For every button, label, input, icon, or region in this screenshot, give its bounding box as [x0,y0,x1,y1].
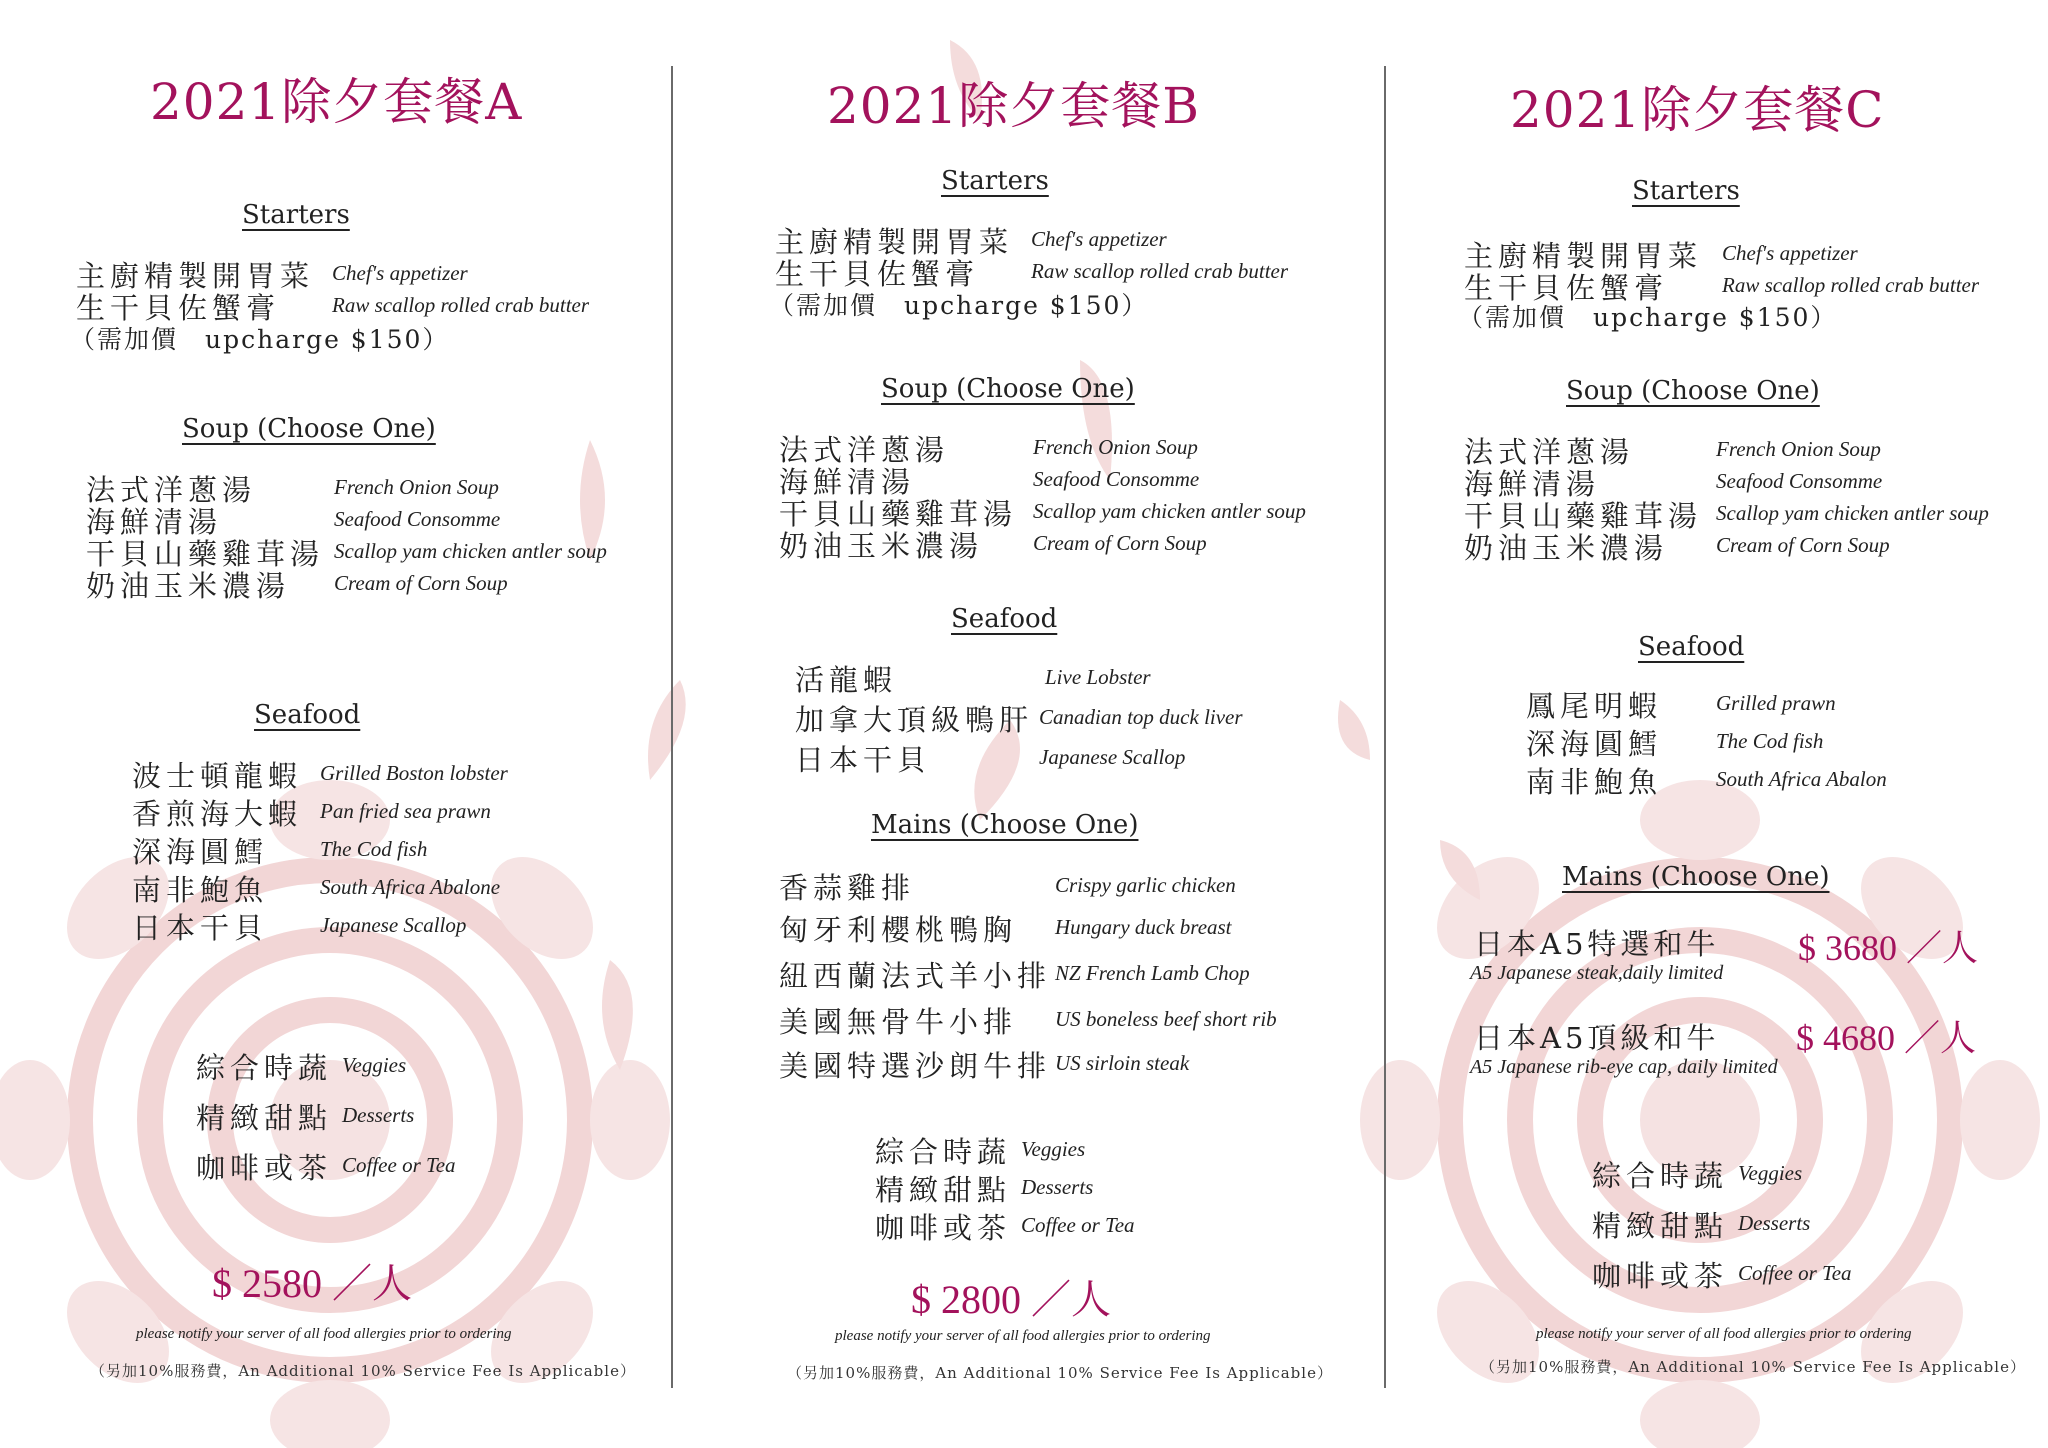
mains-heading: Mains (Choose One) [1562,862,1830,892]
item-zh: 精緻甜點 [1592,1209,1729,1243]
item-zh: 南非鮑魚 [132,873,269,907]
item-zh: 南非鮑魚 [1526,765,1663,799]
item-en: Live Lobster [1045,665,1151,689]
seafood-heading: Seafood [254,700,361,730]
menu-title: 2021除夕套餐B [827,77,1200,135]
item-en: Scallop yam chicken antler soup [1716,501,1989,525]
mains-heading: Mains (Choose One) [871,810,1139,840]
item-en: French Onion Soup [334,475,499,499]
item-zh: 加拿大頂級鴨肝 [795,703,1034,737]
item-en: Japanese Scallop [1039,745,1186,769]
item-zh: 美國無骨牛小排 [779,1005,1018,1039]
item-zh: 生干貝佐蟹膏 [1464,271,1669,305]
item-zh: 海鮮清湯 [1464,467,1601,501]
item-en: South Africa Abalone [320,875,501,899]
menu-title: 2021除夕套餐A [150,73,523,131]
item-zh: 香蒜雞排 [779,871,916,905]
item-zh: 生干貝佐蟹膏 [775,257,980,291]
item-zh: 干貝山藥雞茸湯 [1464,499,1703,533]
soup-heading: Soup (Choose One) [182,414,436,444]
item-zh: 美國特選沙朗牛排 [779,1049,1052,1083]
starters-heading: Starters [242,200,350,230]
service-fee-note: （另加10%服務費，An Additional 10% Service Fee Is Applicable） [1480,1358,2026,1376]
item-zh: 干貝山藥雞茸湯 [86,537,325,571]
service-fee-note: （另加10%服務費，An Additional 10% Service Fee Is Applicable） [90,1362,636,1380]
item-en: Grilled Boston lobster [320,761,508,785]
item-en: South Africa Abalon [1716,767,1887,791]
item-en: Seafood Consomme [1033,467,1200,491]
wagyu-item-en: A5 Japanese rib-eye cap, daily limited [1470,1056,1778,1078]
item-zh: 生干貝佐蟹膏 [76,291,281,325]
item-en: Chef's appetizer [1031,227,1167,251]
allergy-note: please notify your server of all food allergies prior to ordering [1536,1326,1912,1342]
item-en: Chef's appetizer [332,261,468,285]
item-en: Japanese Scallop [320,913,467,937]
item-en: French Onion Soup [1033,435,1198,459]
menu-price: $ 2800 ／人 [911,1277,1111,1322]
menu-price: $ 2580 ／人 [212,1261,412,1306]
item-zh: 活龍蝦 [795,663,898,697]
item-zh: 波士頓龍蝦 [132,759,303,793]
item-zh: 奶油玉米濃湯 [86,569,291,603]
item-en: Desserts [1021,1175,1094,1199]
item-en: Chef's appetizer [1722,241,1858,265]
item-en: Seafood Consomme [1716,469,1883,493]
item-en: Crispy garlic chicken [1055,873,1236,897]
item-zh: 法式洋蔥湯 [1464,435,1635,469]
wagyu-item-en: A5 Japanese steak,daily limited [1470,962,1724,984]
item-en: Cream of Corn Soup [1033,531,1207,555]
item-en: Veggies [1021,1137,1086,1161]
upcharge-note: （需加價 upcharge $150） [769,291,1149,320]
item-zh: 咖啡或茶 [196,1151,333,1185]
menu-column-a [0,0,670,1448]
item-zh: 綜合時蔬 [196,1051,333,1085]
wagyu-item-price: $ 4680 ／人 [1796,1018,1977,1058]
item-zh: 海鮮清湯 [779,465,916,499]
menu-column-b [673,0,1383,1448]
starters-heading: Starters [941,166,1049,196]
upcharge-note: （需加價 upcharge $150） [70,325,450,354]
item-zh: 深海圓鱈 [1526,727,1663,761]
item-zh: 海鮮清湯 [86,505,223,539]
item-zh: 綜合時蔬 [875,1135,1012,1169]
item-en: US boneless beef short rib [1055,1007,1277,1031]
item-en: Scallop yam chicken antler soup [334,539,607,563]
item-zh: 咖啡或茶 [875,1211,1012,1245]
seafood-heading: Seafood [951,604,1058,634]
item-en: Scallop yam chicken antler soup [1033,499,1306,523]
item-en: Grilled prawn [1716,691,1836,715]
soup-heading: Soup (Choose One) [1566,376,1820,406]
item-zh: 精緻甜點 [875,1173,1012,1207]
item-zh: 干貝山藥雞茸湯 [779,497,1018,531]
item-en: Seafood Consomme [334,507,501,531]
item-zh: 法式洋蔥湯 [779,433,950,467]
wagyu-item-zh: 日本A5頂級和牛 [1474,1021,1720,1055]
menu-column-c [1386,0,2048,1448]
item-zh: 匈牙利櫻桃鴨胸 [779,913,1018,947]
item-zh: 主廚精製開胃菜 [1464,239,1703,273]
item-zh: 主廚精製開胃菜 [775,225,1014,259]
item-en: Coffee or Tea [342,1153,456,1177]
item-zh: 日本干貝 [795,743,932,777]
item-zh: 鳳尾明蝦 [1526,689,1663,723]
item-en: Pan fried sea prawn [320,799,491,823]
item-en: Veggies [1738,1161,1803,1185]
item-en: The Cod fish [320,837,428,861]
wagyu-item-zh: 日本A5特選和牛 [1474,927,1720,961]
service-fee-note: （另加10%服務費，An Additional 10% Service Fee Is Applicable） [787,1364,1333,1382]
item-en: Desserts [342,1103,415,1127]
item-en: Coffee or Tea [1738,1261,1852,1285]
item-en: Desserts [1738,1211,1811,1235]
item-en: Cream of Corn Soup [1716,533,1890,557]
item-en: Cream of Corn Soup [334,571,508,595]
item-zh: 精緻甜點 [196,1101,333,1135]
wagyu-item-price: $ 3680 ／人 [1798,928,1979,968]
item-en: Hungary duck breast [1055,915,1232,939]
item-zh: 紐西蘭法式羊小排 [779,959,1052,993]
item-en: French Onion Soup [1716,437,1881,461]
item-en: Raw scallop rolled crab butter [332,293,590,317]
item-zh: 奶油玉米濃湯 [1464,531,1669,565]
item-en: Raw scallop rolled crab butter [1031,259,1289,283]
item-zh: 綜合時蔬 [1592,1159,1729,1193]
item-zh: 日本干貝 [132,911,269,945]
allergy-note: please notify your server of all food allergies prior to ordering [136,1326,512,1342]
allergy-note: please notify your server of all food allergies prior to ordering [835,1328,1211,1344]
item-en: Veggies [342,1053,407,1077]
item-zh: 咖啡或茶 [1592,1259,1729,1293]
item-en: US sirloin steak [1055,1051,1190,1075]
item-en: Raw scallop rolled crab butter [1722,273,1980,297]
upcharge-note: （需加價 upcharge $150） [1458,303,1838,332]
seafood-heading: Seafood [1638,632,1745,662]
item-zh: 深海圓鱈 [132,835,269,869]
item-zh: 法式洋蔥湯 [86,473,257,507]
item-en: Canadian top duck liver [1039,705,1243,729]
item-zh: 主廚精製開胃菜 [76,259,315,293]
soup-heading: Soup (Choose One) [881,374,1135,404]
item-zh: 奶油玉米濃湯 [779,529,984,563]
item-en: NZ French Lamb Chop [1055,961,1250,985]
item-zh: 香煎海大蝦 [132,797,303,831]
menu-title: 2021除夕套餐C [1510,81,1885,139]
item-en: Coffee or Tea [1021,1213,1135,1237]
starters-heading: Starters [1632,176,1740,206]
item-en: The Cod fish [1716,729,1824,753]
